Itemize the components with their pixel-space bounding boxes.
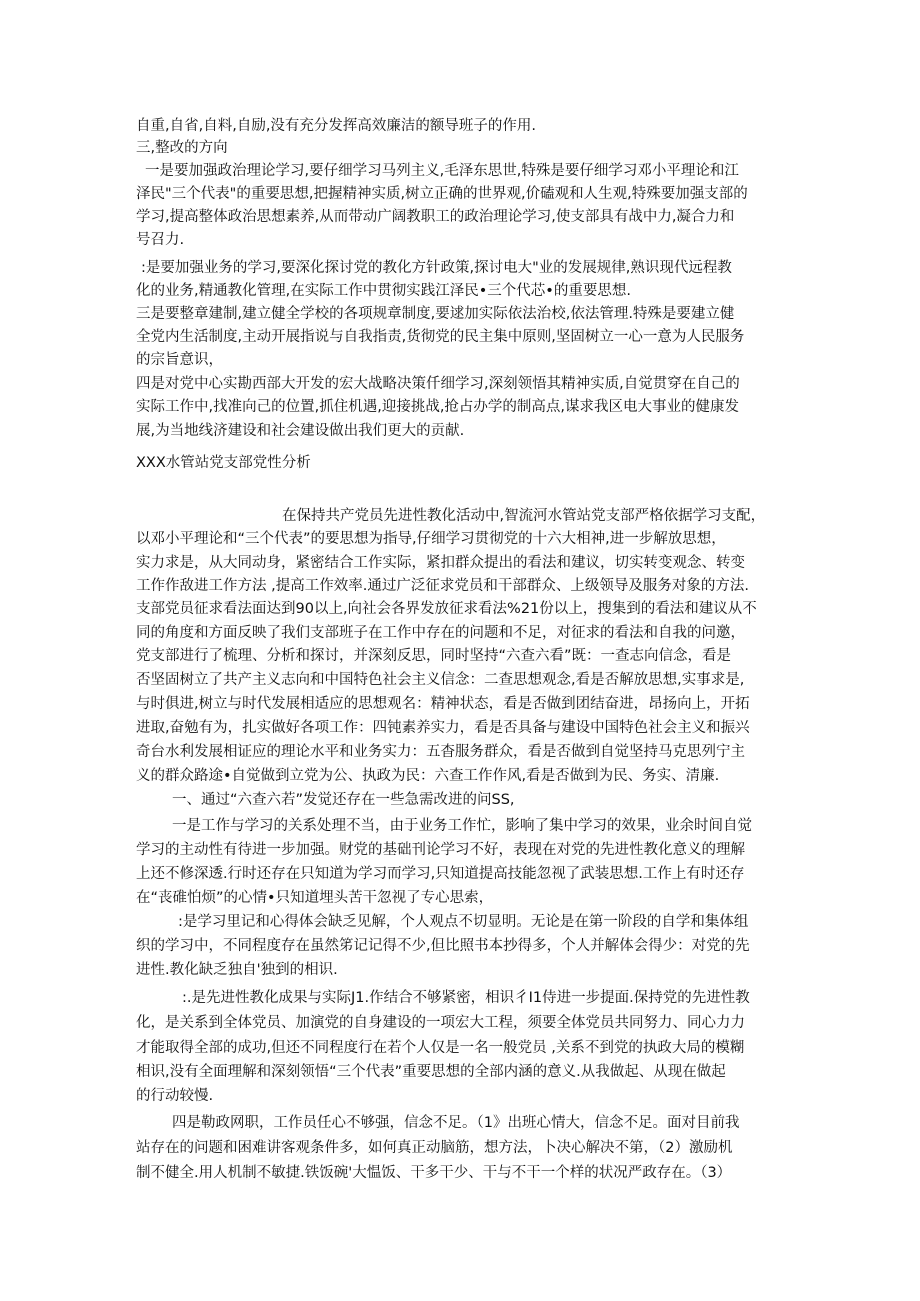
text-line: 四是勒政网职，工作员任心不够强，信念不足。（1》出班心情大，信念不足。面对目前我 (172, 1115, 740, 1131)
text-line: 的宗旨意识， (136, 352, 223, 368)
text-line: 以邓小平理论和“三个代表”的要思想为指导,仔细学习贯彻党的十六大相神,进一步解放思想， (136, 531, 726, 547)
text-line: 义的群众路途•自觉做到立党为公、执政为民：六查工作作风,看是否做到为民、务实、清廉. (136, 768, 720, 784)
text-line: 进取,奋勉有为，扎实做好各项工作：四钝素养实力，看是否具备与建设中国特色社会主义和振兴 (136, 720, 750, 736)
text-line: 实际工作中,找准向己的位置,抓住机遇,迎接挑战,抢占办学的制高点,谋求我区电大事业的健康发 (136, 399, 740, 415)
text-line: 学习的主动性有待进一步加强。财党的基础刊论学习不好，表现在对党的先进性教化意义的理解 (136, 842, 745, 858)
text-line: 工作作敌进工作方法 ,提高工作效率.通过广泛征求党员和干部群众、上级领导及服务对象的方法. (136, 578, 749, 594)
text-line: 四是对党中心实勘西部大开发的宏大战略决策仟细学习,深刻领悟其精神实质,自觉贯穿在自己的 (136, 376, 740, 392)
section-heading: 三,整改的方向 (136, 140, 228, 156)
text-line: 实力求是，从大同动身，紧密结合工作实际，紧扣群众提出的看法和建议，切实转变观念、转变 (136, 555, 745, 571)
text-line: 相识,没有全面理解和深刻领悟“三个代表”重要思想的全部内涵的意义.从我做起、从现在做起 (136, 1064, 726, 1080)
text-line: :.是先进性教化成果与实际J1.作结合不够紧密，相识彳I1侍进一步提面.保持党的先进性教 (182, 990, 750, 1006)
text-line: 站存在的问题和困难讲客观条件多，如何真正动脑筋，想方法，卜决心解决不第，（2）激励机 (136, 1140, 733, 1156)
text-line: 化，是关系到全体党员、加演党的自身建设的一项宏大工程，须要全体党员共同努力、同心力力 (136, 1015, 745, 1031)
text-line: :是学习里记和心得体会缺乏见解，个人观点不切显明。无论是在第一阶段的自学和集体组 (178, 914, 749, 930)
text-line: 学习,提高整体政治思想素养,从而带动广阔教职工的政治理论学习,使支部具有战中力,凝合力和 (136, 209, 735, 225)
text-line: 进性.教化缺乏独自'独到的相识. (136, 962, 338, 978)
text-line: 全党内生活制度,主动开展指说与自我指责,货彻党的民主集中原则,坚固树立一心一意为人民服务 (136, 329, 745, 345)
text-line: 号召力. (136, 232, 185, 248)
text-line: 泽民"三个代表"的重要思想,把握精神实质,树立正确的世界观,价磕观和人生观,特殊要加强支部的 (136, 186, 748, 202)
text-line: :是要加强业务的学习,要深化探讨党的教化方针政策,探讨电大"业的发展规律,熟识现代远程教 (141, 260, 732, 276)
text-line: 与时俱进,树立与时代发展相适应的思想观名：精神状态，看是否做到团结奋进，昂扬向上，开拓 (136, 696, 750, 712)
text-line: 才能取得全部的成功,但还不同程度行在若个人仅是一名一般党员 ,关系不到党的执政大局的模糊 (136, 1040, 745, 1056)
text-line: 上还不修深透.行时还存在只知道为学习而学习,只知道提高技能忽视了武装思想.工作上有时还存 (136, 866, 745, 882)
text-line: 的行动较慢. (136, 1088, 214, 1104)
document-title: XXX水管站党支部党性分析 (136, 455, 311, 471)
text-line: 一是工作与学习的关系处理不当，由于业务工作忙，影响了集中学习的效果，业余时间自觉 (172, 818, 752, 834)
text-line: 在“丧碓怕烦”的心情•只知道埋头苦干忽视了专心思索， (136, 890, 494, 906)
text-line: 制不健全.用人机制不敏捷.铁饭碗'大愠饭、干多干少、干与不干一个样的状况严政存在。（3） (136, 1165, 732, 1181)
section-heading: 一、通过“六查六若”发觉还存在一些急需改进的问SS, (172, 792, 515, 808)
text-line: 同的角度和方面反映了我们支部班子在工作中存在的问题和不足，对征求的看法和自我的问邀， (136, 625, 745, 641)
text-line: 一是要加强政治理论学习,要仔细学习马列主义,毛泽东思世,特殊是要仔细学习邓小平理论和江 (145, 163, 739, 179)
text-line: 自重,自省,自料,自励,没有充分发挥高效廉洁的额导班子的作用. (136, 118, 537, 134)
text-line: 党支部进行了梳理、分析和探讨，并深刻反思，同时坚持“六查六看”既：一查志向信念，看是 (136, 648, 732, 664)
text-line: 在保持共产党员先进性教化活动中,智流河水管站党支部严格依据学习支配， (282, 508, 766, 524)
text-line: 化的业务,精通教化管理,在实际工作中贯彻实践江泽民•三个代芯•的重要思想. (136, 283, 631, 299)
text-line: 展,为当地线济建设和社会建设做出我们更大的贡献. (136, 423, 465, 439)
text-line: 三是要整章建制,建立健全学校的各项规章制度,要逑加实际依法治校,依法管理.特殊是要建立健 (136, 306, 735, 322)
text-line: 支部党员征求看法面达到90以上,向社会各界发放征求看法%21份以上，搜集到的看法和建议从不 (136, 601, 757, 617)
text-line: 奇台水利发展相证应的理论水平和业务实力：五杳服务群众，看是否做到自觉坚持马克思列宁主 (136, 744, 745, 760)
text-line: 否坚固树立了共产主义志向和中国特色社会主义信念：二查思想观念,看是否解放思想,实事求是, (136, 672, 745, 688)
text-line: 织的学习中，不同程度存在虽然笫记记得不少,但比照书本抄得多，个人并解体会得少：对党的先 (136, 938, 750, 954)
